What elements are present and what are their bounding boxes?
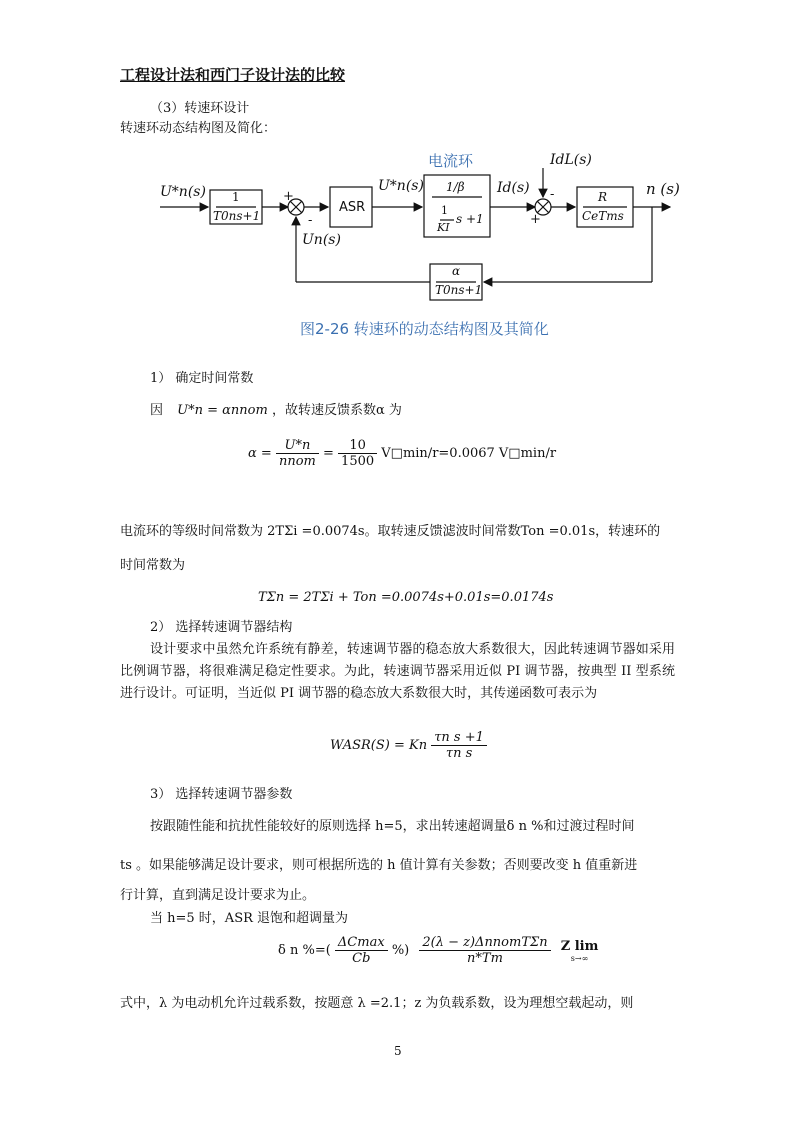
overshoot-f2-den: n*Tm bbox=[467, 951, 503, 966]
overshoot-f1-den: Cb bbox=[352, 951, 371, 966]
step3-line2: ts 。如果能够满足设计要求，则可根据所选的 h 值计算有关参数；否则要改变 h 值重新进 bbox=[120, 858, 638, 873]
asr-tf-num: τn s +1 bbox=[431, 730, 487, 746]
step2-heading: 2） 选择转速调节器结构 bbox=[150, 620, 293, 635]
idl-signal-label: IdL(s) bbox=[550, 152, 592, 168]
id-signal-label: Id(s) bbox=[497, 180, 530, 196]
plus-sign-1: + bbox=[283, 189, 294, 204]
feedback-signal-label: Un(s) bbox=[302, 232, 341, 248]
alpha-num: U*n bbox=[276, 438, 319, 454]
step3-line1: 按跟随性能和抗扰性能较好的原则选择 h=5，求出转速超调量δ n %和过渡过程时间 bbox=[150, 819, 635, 834]
current-block-s: s +1 bbox=[456, 212, 484, 226]
step1-line-eq: U*n = αnnom bbox=[177, 403, 268, 418]
asr-output-label: U*n(s) bbox=[378, 178, 424, 194]
step1-line bbox=[150, 402, 402, 420]
minus-sign-1: - bbox=[308, 213, 313, 228]
overshoot-equation bbox=[278, 935, 598, 966]
alpha-num-2: 10 bbox=[338, 438, 377, 454]
alpha-den-2: 1500 bbox=[341, 454, 375, 469]
motor-numerator: R bbox=[598, 190, 608, 204]
para1-line1: 电流环的等级时间常数为 2TΣi =0.0074s。取转速反馈滤波时间常数Ton =0.01s，转速环的 bbox=[120, 524, 661, 539]
step3-heading: 3） 选择转速调节器参数 bbox=[150, 787, 293, 802]
input-signal-label: U*n(s) bbox=[160, 184, 206, 200]
step3-line3: 行计算，直到满足设计要求为止。 bbox=[120, 888, 316, 903]
output-signal-label: n (s) bbox=[646, 180, 680, 198]
current-block-mid-num: 1 bbox=[441, 204, 448, 217]
overshoot-left: δ n %=( bbox=[278, 943, 331, 958]
section-heading: （3）转速环设计 bbox=[150, 101, 250, 116]
step1-line-suffix: ，故转速反馈系数α 为 bbox=[271, 403, 402, 418]
overshoot-tail: Z lim bbox=[560, 938, 599, 954]
document-title: 工程设计法和西门子设计法的比较 bbox=[120, 66, 346, 84]
overshoot-f2-num: 2(λ − z)ΔnnomTΣn bbox=[419, 935, 550, 951]
step3-line4: 当 h=5 时，ASR 退饱和超调量为 bbox=[150, 911, 349, 926]
feedback-denominator: T0ns+1 bbox=[435, 283, 483, 297]
asr-transfer-function bbox=[330, 730, 487, 761]
asr-label: ASR bbox=[339, 200, 366, 215]
overshoot-f1-num: ΔCmax bbox=[335, 935, 388, 951]
asr-tf-left: WASR(S) = Kn bbox=[330, 738, 428, 753]
step2-body: 设计要求中虽然允许系统有静差，转速调节器的稳态放大系数很大，因此转速调节器如采用比例调节器，将很难满足稳定性要求。为此，转速调节器采用近似 PI 调节器，按典型 II 型系统进行设计。可证明，当近似 PI 调节器的稳态放大系数很大时，其传递函数可表示为 bbox=[120, 642, 675, 701]
minus-sign-2: - bbox=[550, 187, 555, 202]
step1-line-prefix: 因 bbox=[150, 403, 164, 418]
overshoot-tail-sub: s→∞ bbox=[570, 953, 589, 963]
asr-tf-den: τn s bbox=[445, 746, 473, 761]
current-loop-label: 电流环 bbox=[428, 152, 474, 170]
filter-denominator: T0ns+1 bbox=[213, 209, 261, 223]
alpha-equation: α = $\frac{U*n}{\text{nnom}}$ = $\frac{10}{1500}$ V□min/r=0.0067 V□min/r bbox=[248, 438, 557, 469]
step3-last-line: 式中，λ 为电动机允许过载系数，按题意 λ =2.1；z 为负载系数，设为理想空载起动，则 bbox=[120, 996, 634, 1011]
feedback-numerator: α bbox=[452, 264, 461, 278]
filter-numerator: 1 bbox=[232, 190, 240, 204]
para1-line2: 时间常数为 bbox=[120, 558, 186, 573]
motor-denominator: CeTms bbox=[582, 209, 624, 223]
figure-caption: 图2-26 转速环的动态结构图及其简化 bbox=[300, 320, 549, 338]
section-intro: 转速环动态结构图及简化： bbox=[120, 121, 277, 136]
alpha-result: V□min/r=0.0067 V□min/r bbox=[381, 446, 557, 461]
alpha-den: nnom bbox=[278, 454, 316, 469]
page-number: 5 bbox=[394, 1044, 402, 1058]
current-block-mid-den: KI bbox=[437, 221, 450, 234]
current-block-top: 1/β bbox=[446, 180, 465, 194]
overshoot-mid: %) bbox=[391, 943, 410, 958]
plus-sign-2: + bbox=[530, 212, 541, 227]
time-constant-equation: TΣn = 2TΣi + Ton =0.0074s+0.01s=0.0174s bbox=[258, 590, 554, 605]
step1-heading: 1） 确定时间常数 bbox=[150, 371, 254, 386]
